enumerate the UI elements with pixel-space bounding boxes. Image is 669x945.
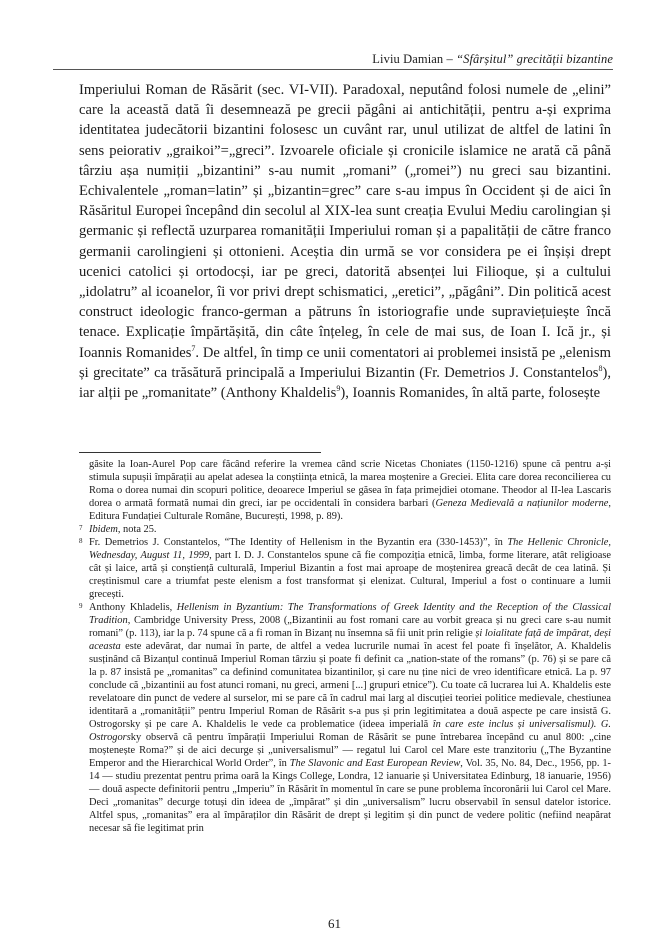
header-rule	[53, 69, 613, 70]
body-text: ), iar alții pe „romanitate” (Anthony Khaldelis	[79, 364, 611, 402]
footnote-italic: Ibidem	[89, 524, 118, 535]
footnote-7	[79, 523, 611, 536]
footnote-text: , part I. D. J. Constantelos spune că fie compoziția etnică, limba, forme literare, atât religioase cât și laice, artă și conștiență culturală, Imperiul Bizantin a fost mai aproape de moștenirea greacă decât de cea latină. Și creștinismul care a triumfat peste elenism a fost transformat și elenizat. Cultural, Imperiul a fost o continuare a lumii grecești.	[89, 550, 611, 600]
footnote-text: Anthony Khladelis,	[89, 602, 177, 613]
footnote-ref-9: 9	[336, 384, 341, 394]
footnote-continuation	[79, 458, 611, 523]
footnote-text: , Cambridge University Press, 2008 („Bizantinii au fost romani care au vorbit greaca și nu greci care s-au numit romani” (p. 113), iar la p. 74 spune că a fi roman în Bizanț nu însemna să fii unit prin religie	[89, 615, 611, 639]
footnote-8	[79, 536, 611, 601]
footnote-ref-7: 7	[191, 343, 196, 353]
footnote-text: găsite la Ioan-Aurel Pop care făcând referire la vremea când scrie Nicetas Choniates (1150-1216) spune că pentru a-și stimula supușii împărații au apelat adesea la conștiința etnică, la marea moștenire a Greciei. Elita care dorea reconcilierea cu Roma o dorea numai din scopuri politice, deoarece Imperiul se găsea în fața primejdiei otomane. Theodor al II-lea Lascaris dorea o armată formată numai din greci, iar pe occidentali în considera barbari (	[89, 459, 611, 509]
page-number: 61	[328, 916, 341, 931]
footnote-text: este adevărat, dar numai în parte, de altfel a vedea lucrurile numai în acest fel poate fi înșelător, A. Khaldelis susținând că Bizanțul continuă Imperiul Roman târziu și poate fi definit ca „nation-state of the romans” (p. 76) și se pare că la p. 87 insistă pe „romanitas” ca definind comunitatea bizantinilor, și care nu ține nici de vreo identificare etnică. La p. 97 conclude că „bizantinii au fost atunci romani, nu greci, armeni [...] grupuri etnice”). Cu toate că lucrarea lui A. Khaldelis este revelatoare din punct de vedere al surselor, mi se pare că în cadrul mai larg al discuției teoriei politice medievale, chestiunea identitară a „romanității” pentru Imperiul Roman de Răsărit s-a pus și prin legitimitatea a două aspecte pe care insistă G. Ostrogorsky și pe care A. Khaldelis le vede ca problematice (ideea imperială	[89, 641, 611, 730]
footnote-italic: Geneza Medievală a națiunilor moderne	[435, 498, 609, 509]
footnote-9	[79, 601, 611, 835]
body-text: ), Ioannis Romanides, în altă parte, folosește	[340, 385, 601, 402]
footnotes	[79, 458, 611, 835]
footnote-italic: The Hellenic Chronicle, Wednesday, August 11, 1999	[89, 537, 611, 561]
footnote-text: , Vol. 35, No. 84, Dec., 1956, pp. 1-14 — studiu prezentat pentru prima oară la Kings College, Londra, 12 ianuarie și Universitatea Edinburg, 18 ianuarie, 1956) — două aspecte definitorii pentru „Imperiu” în Răsărit în momentul în care se pune problema încoronării lui Carol cel Mare. Deci „romanitas” decurge totuși din ideea de „împărat” și din „universalism” lucru observabil în sensul datelor istorice. Altfel spus, „romanitas” era al împăraților din Răsărit de drept și legitim și din punct de vedere politic (nefiind neapărat necesar să fie legitimat prin	[89, 758, 611, 834]
footnote-italic: Hellenism in Byzantium: The Transformations of Greek Identity and the Reception of the Classical Tradition	[89, 602, 611, 626]
footnote-number: 9	[79, 602, 83, 610]
footnote-italic: în care este inclus și universalismul). G. Ostrogors	[89, 719, 611, 743]
main-text	[79, 80, 611, 403]
body-text: Imperiului Roman de Răsărit (sec. VI-VII). Paradoxal, neputând folosi numele de „elini” care la această dată îi desemnează pe grecii păgâni ai antichității, pentru a-și exprima identitatea judecătorii bizantini folosesc un cuvânt rar, unul utilizat de altfel de latini în sens peiorativ „graikoi”=„greci”. Izvoarele oficiale și cronicile islamice ne arată că până târziu așa numiții „bizantini” s-au numit „romani” („romei”) nu greci sau bizantini. Echivalentele „roman=latin” și „bizantin=grec” care s-au impus în Occident și de aici în Răsăritul Europei începând din secolul al XIX-lea sunt creația Evului Mediu carolingian și germanic și reflectă uzurparea romanității Imperiului roman și a papalității de către franco germanii carolingieni și ottonieni. Aceștia din urmă se vor considera pe ei înșiși drept ucenici catolici și ortodocși, iar pe greci, datorită absenței lui Filioque, și a cultului „idolatru” al icoanelor, îi vor privi drept schismatici, „eretici”, „păgâni”. Din politică acest construct ideologic franco-german a pătruns în istoriografie unde supraviețuiește încă tenace. Explicație împărtășită, din câte înțeleg, în cele de mai sus, de Ioan I. Ică jr., și Ioannis Romanides	[79, 82, 611, 361]
running-header	[53, 52, 613, 67]
footnote-number: 7	[79, 524, 83, 532]
header-author: Liviu Damian –	[372, 52, 457, 66]
footnote-ref-8: 8	[598, 363, 603, 373]
body-text: . De altfel, în timp ce unii comentatori ai problemei insistă pe „elenism și grecitate” ca trăsătură principală a Imperiului Bizantin (Fr. Demetrios J. Constantelos	[79, 344, 611, 381]
footnote-text: ky observă că pentru împărații Imperiului Roman de Răsărit se pune întrebarea începând cu anul 800: „cine moștenește Roma?” și de aici decurge și „universalismul” — regatul lui Carol cel Mare este tranzitoriu („The Byzantine Emperor and the Hierarchical World Order”, în	[89, 732, 611, 769]
header-title: “Sfârșitul” grecității bizantine	[456, 52, 613, 66]
footnote-italic: The Slavonic and East European Review	[289, 758, 461, 769]
footnote-text: , nota 25.	[117, 524, 157, 535]
footnote-number: 8	[79, 537, 83, 545]
body-paragraph	[79, 80, 611, 403]
footnote-italic: și loialitate față de împărat, deși aceasta	[89, 628, 611, 652]
footnote-text: Fr. Demetrios J. Constantelos, “The Identity of Hellenism in the Byzantin era (330-1453)”, în	[89, 537, 508, 548]
footnote-separator	[79, 452, 321, 453]
footnote-text: , Editura Fundației Culturale Române, București, 1998, p. 89).	[89, 498, 611, 522]
